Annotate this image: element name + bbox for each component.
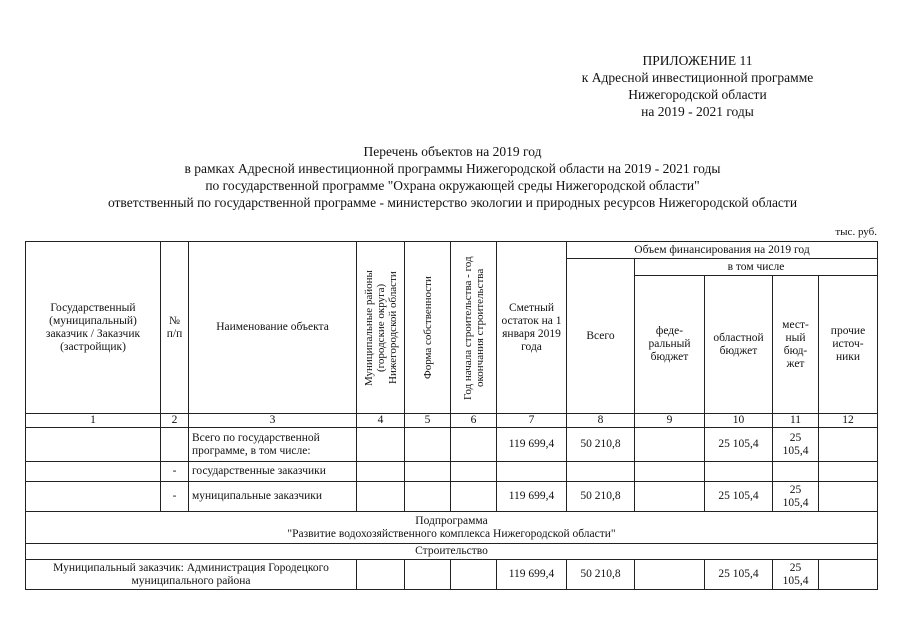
appendix-line: ПРИЛОЖЕНИЕ 11 bbox=[642, 53, 753, 68]
subprogram-label: Подпрограмма bbox=[415, 514, 488, 527]
table-row bbox=[26, 462, 878, 482]
header-customer: Государственный (муниципальный) заказчик / Заказчик (застройщик) bbox=[26, 242, 161, 414]
table-row bbox=[26, 482, 878, 512]
col-number: 1 bbox=[26, 414, 161, 428]
cell-other bbox=[819, 462, 878, 482]
cell-local: 25 105,4 bbox=[773, 482, 819, 512]
cell-years bbox=[451, 482, 497, 512]
header-other: прочие источ-ники bbox=[819, 276, 878, 414]
col-number: 12 bbox=[819, 414, 878, 428]
cell-total: 50 210,8 bbox=[567, 482, 635, 512]
cell-district bbox=[357, 560, 405, 590]
header-balance: Сметный остаток на 1 января 2019 года bbox=[497, 242, 567, 414]
header-district bbox=[357, 242, 405, 414]
col-number: 7 bbox=[497, 414, 567, 428]
header-federal: феде-ральный бюджет bbox=[635, 276, 705, 414]
cell-regional: 25 105,4 bbox=[705, 482, 773, 512]
cell-regional: 25 105,4 bbox=[705, 428, 773, 462]
header-ownership-text: Форма собственности bbox=[421, 276, 434, 379]
col-number: 9 bbox=[635, 414, 705, 428]
table-row bbox=[26, 428, 878, 462]
cell-total: 50 210,8 bbox=[567, 428, 635, 462]
cell-district bbox=[357, 428, 405, 462]
cell-customer bbox=[26, 462, 161, 482]
cell-ownership bbox=[405, 482, 451, 512]
customer-row bbox=[26, 560, 878, 590]
header-object: Наименование объекта bbox=[189, 242, 357, 414]
header-years-text: Год начала строительства - год окончания строительства bbox=[461, 255, 486, 400]
cell-customer bbox=[26, 482, 161, 512]
cell-federal bbox=[635, 482, 705, 512]
subprogram-row bbox=[26, 512, 878, 544]
subprogram-name: "Развитие водохозяйственного комплекса Нижегородской области" bbox=[287, 527, 616, 540]
objects-table bbox=[25, 241, 878, 590]
cell-balance: 119 699,4 bbox=[497, 482, 567, 512]
column-numbers-row bbox=[26, 414, 878, 428]
appendix-line: на 2019 - 2021 годы bbox=[641, 104, 754, 119]
section-row bbox=[26, 544, 878, 560]
appendix-line: к Адресной инвестиционной программе bbox=[581, 70, 814, 85]
header-ownership bbox=[405, 242, 451, 414]
col-number: 8 bbox=[567, 414, 635, 428]
cell-total bbox=[567, 462, 635, 482]
cell-name: муниципальные заказчики bbox=[189, 482, 357, 512]
col-number: 10 bbox=[705, 414, 773, 428]
cell-federal bbox=[635, 560, 705, 590]
cell-ownership bbox=[405, 560, 451, 590]
header-num: № п/п bbox=[161, 242, 189, 414]
cell-num bbox=[161, 428, 189, 462]
header-district-text: Муниципальные районы (городские округа) Нижегородской области bbox=[362, 269, 399, 386]
cell-name: Всего по государственной программе, в том числе: bbox=[189, 428, 357, 462]
appendix-line: Нижегородской области bbox=[628, 87, 767, 102]
header-local: мест-ный бюд-жет bbox=[773, 276, 819, 414]
cell-balance: 119 699,4 bbox=[497, 560, 567, 590]
col-number: 11 bbox=[773, 414, 819, 428]
cell-district bbox=[357, 462, 405, 482]
cell-balance bbox=[497, 462, 567, 482]
customer-name: Муниципальный заказчик: Администрация Городецкого муниципального района bbox=[26, 560, 357, 590]
header-total: Всего bbox=[567, 259, 635, 414]
cell-name: государственные заказчики bbox=[189, 462, 357, 482]
cell-federal bbox=[635, 462, 705, 482]
cell-balance: 119 699,4 bbox=[497, 428, 567, 462]
document-title bbox=[10, 143, 895, 211]
cell-customer bbox=[26, 428, 161, 462]
col-number: 2 bbox=[161, 414, 189, 428]
cell-local: 25 105,4 bbox=[773, 560, 819, 590]
cell-num: - bbox=[161, 482, 189, 512]
cell-district bbox=[357, 482, 405, 512]
cell-ownership bbox=[405, 428, 451, 462]
cell-years bbox=[451, 560, 497, 590]
header-funding: Объем финансирования на 2019 год bbox=[567, 242, 878, 259]
col-number: 6 bbox=[451, 414, 497, 428]
title-line: по государственной программе "Охрана окружающей среды Нижегородской области" bbox=[205, 178, 700, 193]
cell-regional bbox=[705, 462, 773, 482]
title-line: Перечень объектов на 2019 год bbox=[363, 144, 542, 159]
cell-other bbox=[819, 482, 878, 512]
subprogram-cell bbox=[26, 512, 878, 544]
header-regional: областной бюджет bbox=[705, 276, 773, 414]
cell-years bbox=[451, 462, 497, 482]
units-label: тыс. руб. bbox=[835, 226, 877, 238]
cell-federal bbox=[635, 428, 705, 462]
title-line: в рамках Адресной инвестиционной программы Нижегородской области на 2019 - 2021 годы bbox=[184, 161, 721, 176]
col-number: 4 bbox=[357, 414, 405, 428]
col-number: 5 bbox=[405, 414, 451, 428]
col-number: 3 bbox=[189, 414, 357, 428]
header-including: в том числе bbox=[635, 259, 878, 276]
cell-other bbox=[819, 560, 878, 590]
cell-local: 25 105,4 bbox=[773, 428, 819, 462]
cell-years bbox=[451, 428, 497, 462]
cell-other bbox=[819, 428, 878, 462]
appendix-header bbox=[520, 52, 875, 120]
header-years bbox=[451, 242, 497, 414]
title-line: ответственный по государственной программе - министерство экологии и природных ресурсов Нижегородской области bbox=[107, 195, 798, 210]
cell-num: - bbox=[161, 462, 189, 482]
cell-local bbox=[773, 462, 819, 482]
cell-total: 50 210,8 bbox=[567, 560, 635, 590]
cell-ownership bbox=[405, 462, 451, 482]
cell-regional: 25 105,4 bbox=[705, 560, 773, 590]
section-title: Строительство bbox=[26, 544, 878, 560]
